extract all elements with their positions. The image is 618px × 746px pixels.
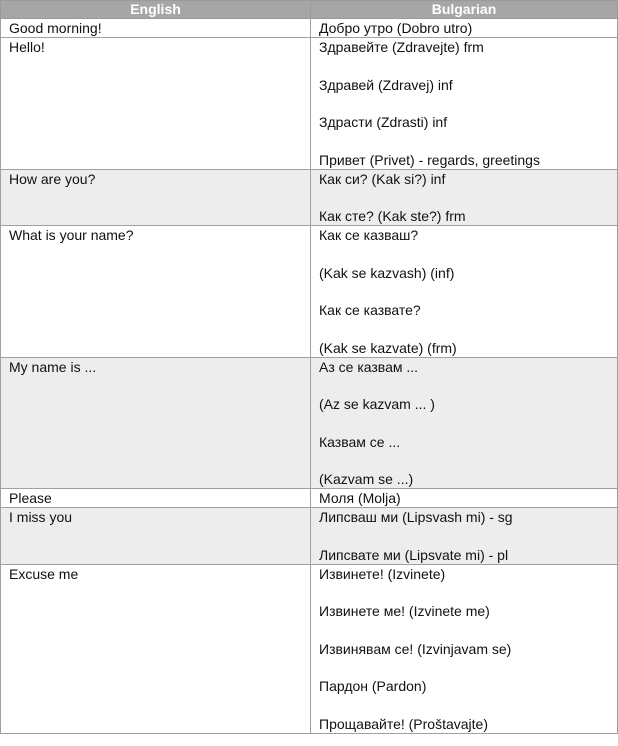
bulgarian-phrase: Привет (Privet) - regards, greetings xyxy=(319,151,540,168)
bulgarian-phrase: Казвам се ... xyxy=(319,433,401,450)
bulgarian-phrase: (Kak se kazvash) (inf) xyxy=(319,264,455,281)
english-phrase: How are you? xyxy=(9,170,96,187)
bulgarian-phrase: Добро утро (Dobro utro) xyxy=(319,20,473,36)
english-phrase: What is your name? xyxy=(9,227,134,243)
header-row xyxy=(1,1,618,19)
english-cell xyxy=(1,489,311,508)
table-row xyxy=(1,19,618,38)
bulgarian-phrase: Здравей (Zdravej) inf xyxy=(319,76,453,93)
bulgarian-phrase: Как се казваш? xyxy=(319,227,419,243)
bulgarian-cell xyxy=(311,508,618,565)
bulgarian-phrase: Извинете! (Izvinete) xyxy=(319,565,446,582)
bulgarian-phrase: (Kazvam se ...) xyxy=(319,471,414,487)
english-phrase: Good morning! xyxy=(9,20,102,36)
bulgarian-phrase: (Az se kazvam ... ) xyxy=(319,396,435,412)
bulgarian-cell xyxy=(311,169,618,226)
bulgarian-phrase: Как си? (Kak si?) inf xyxy=(319,170,446,187)
english-cell xyxy=(1,357,311,489)
table-row xyxy=(1,508,618,565)
bulgarian-cell xyxy=(311,226,618,358)
bulgarian-phrase: Моля (Molja) xyxy=(319,490,401,506)
bulgarian-cell xyxy=(311,489,618,508)
bulgarian-cell xyxy=(311,564,618,733)
header-bulgarian: Bulgarian xyxy=(311,1,618,19)
bulgarian-cell xyxy=(311,19,618,38)
bulgarian-phrase: (Kak se kazvate) (frm) xyxy=(319,339,457,356)
english-cell xyxy=(1,19,311,38)
bulgarian-phrase: Извинявам се! (Izvinjavam se) xyxy=(319,640,512,657)
bulgarian-phrase: Пардон (Pardon) xyxy=(319,678,427,694)
bulgarian-phrase: Как се казвате? xyxy=(319,302,421,318)
bulgarian-phrase: Прощавайте! (Proštavajte) xyxy=(319,715,489,732)
bulgarian-cell xyxy=(311,357,618,489)
header-english: English xyxy=(1,1,311,19)
bulgarian-phrase: Липсвате ми (Lipsvate mi) - pl xyxy=(319,546,509,563)
bulgarian-phrase: Здравейте (Zdravejte) frm xyxy=(319,39,484,55)
bulgarian-phrase: Извинете ме! (Izvinete me) xyxy=(319,603,490,619)
english-cell xyxy=(1,38,311,170)
english-phrase: I miss you xyxy=(9,509,73,525)
table-row xyxy=(1,357,618,489)
english-cell xyxy=(1,564,311,733)
table-row xyxy=(1,169,618,226)
table-row xyxy=(1,226,618,358)
table-row xyxy=(1,564,618,733)
table-row xyxy=(1,489,618,508)
bulgarian-phrase: Аз се казвам ... xyxy=(319,358,419,375)
bulgarian-cell xyxy=(311,38,618,170)
english-cell xyxy=(1,226,311,358)
table-row xyxy=(1,38,618,170)
english-phrase: Hello! xyxy=(9,39,45,55)
english-phrase: My name is ... xyxy=(9,358,97,375)
english-phrase: Excuse me xyxy=(9,565,79,582)
bulgarian-phrase: Здрасти (Zdrasti) inf xyxy=(319,114,448,130)
english-phrase: Please xyxy=(9,490,52,506)
english-cell xyxy=(1,169,311,226)
english-cell xyxy=(1,508,311,565)
bulgarian-phrase: Как сте? (Kak ste?) frm xyxy=(319,208,466,224)
bulgarian-phrase: Липсваш ми (Lipsvash mi) - sg xyxy=(319,509,513,525)
